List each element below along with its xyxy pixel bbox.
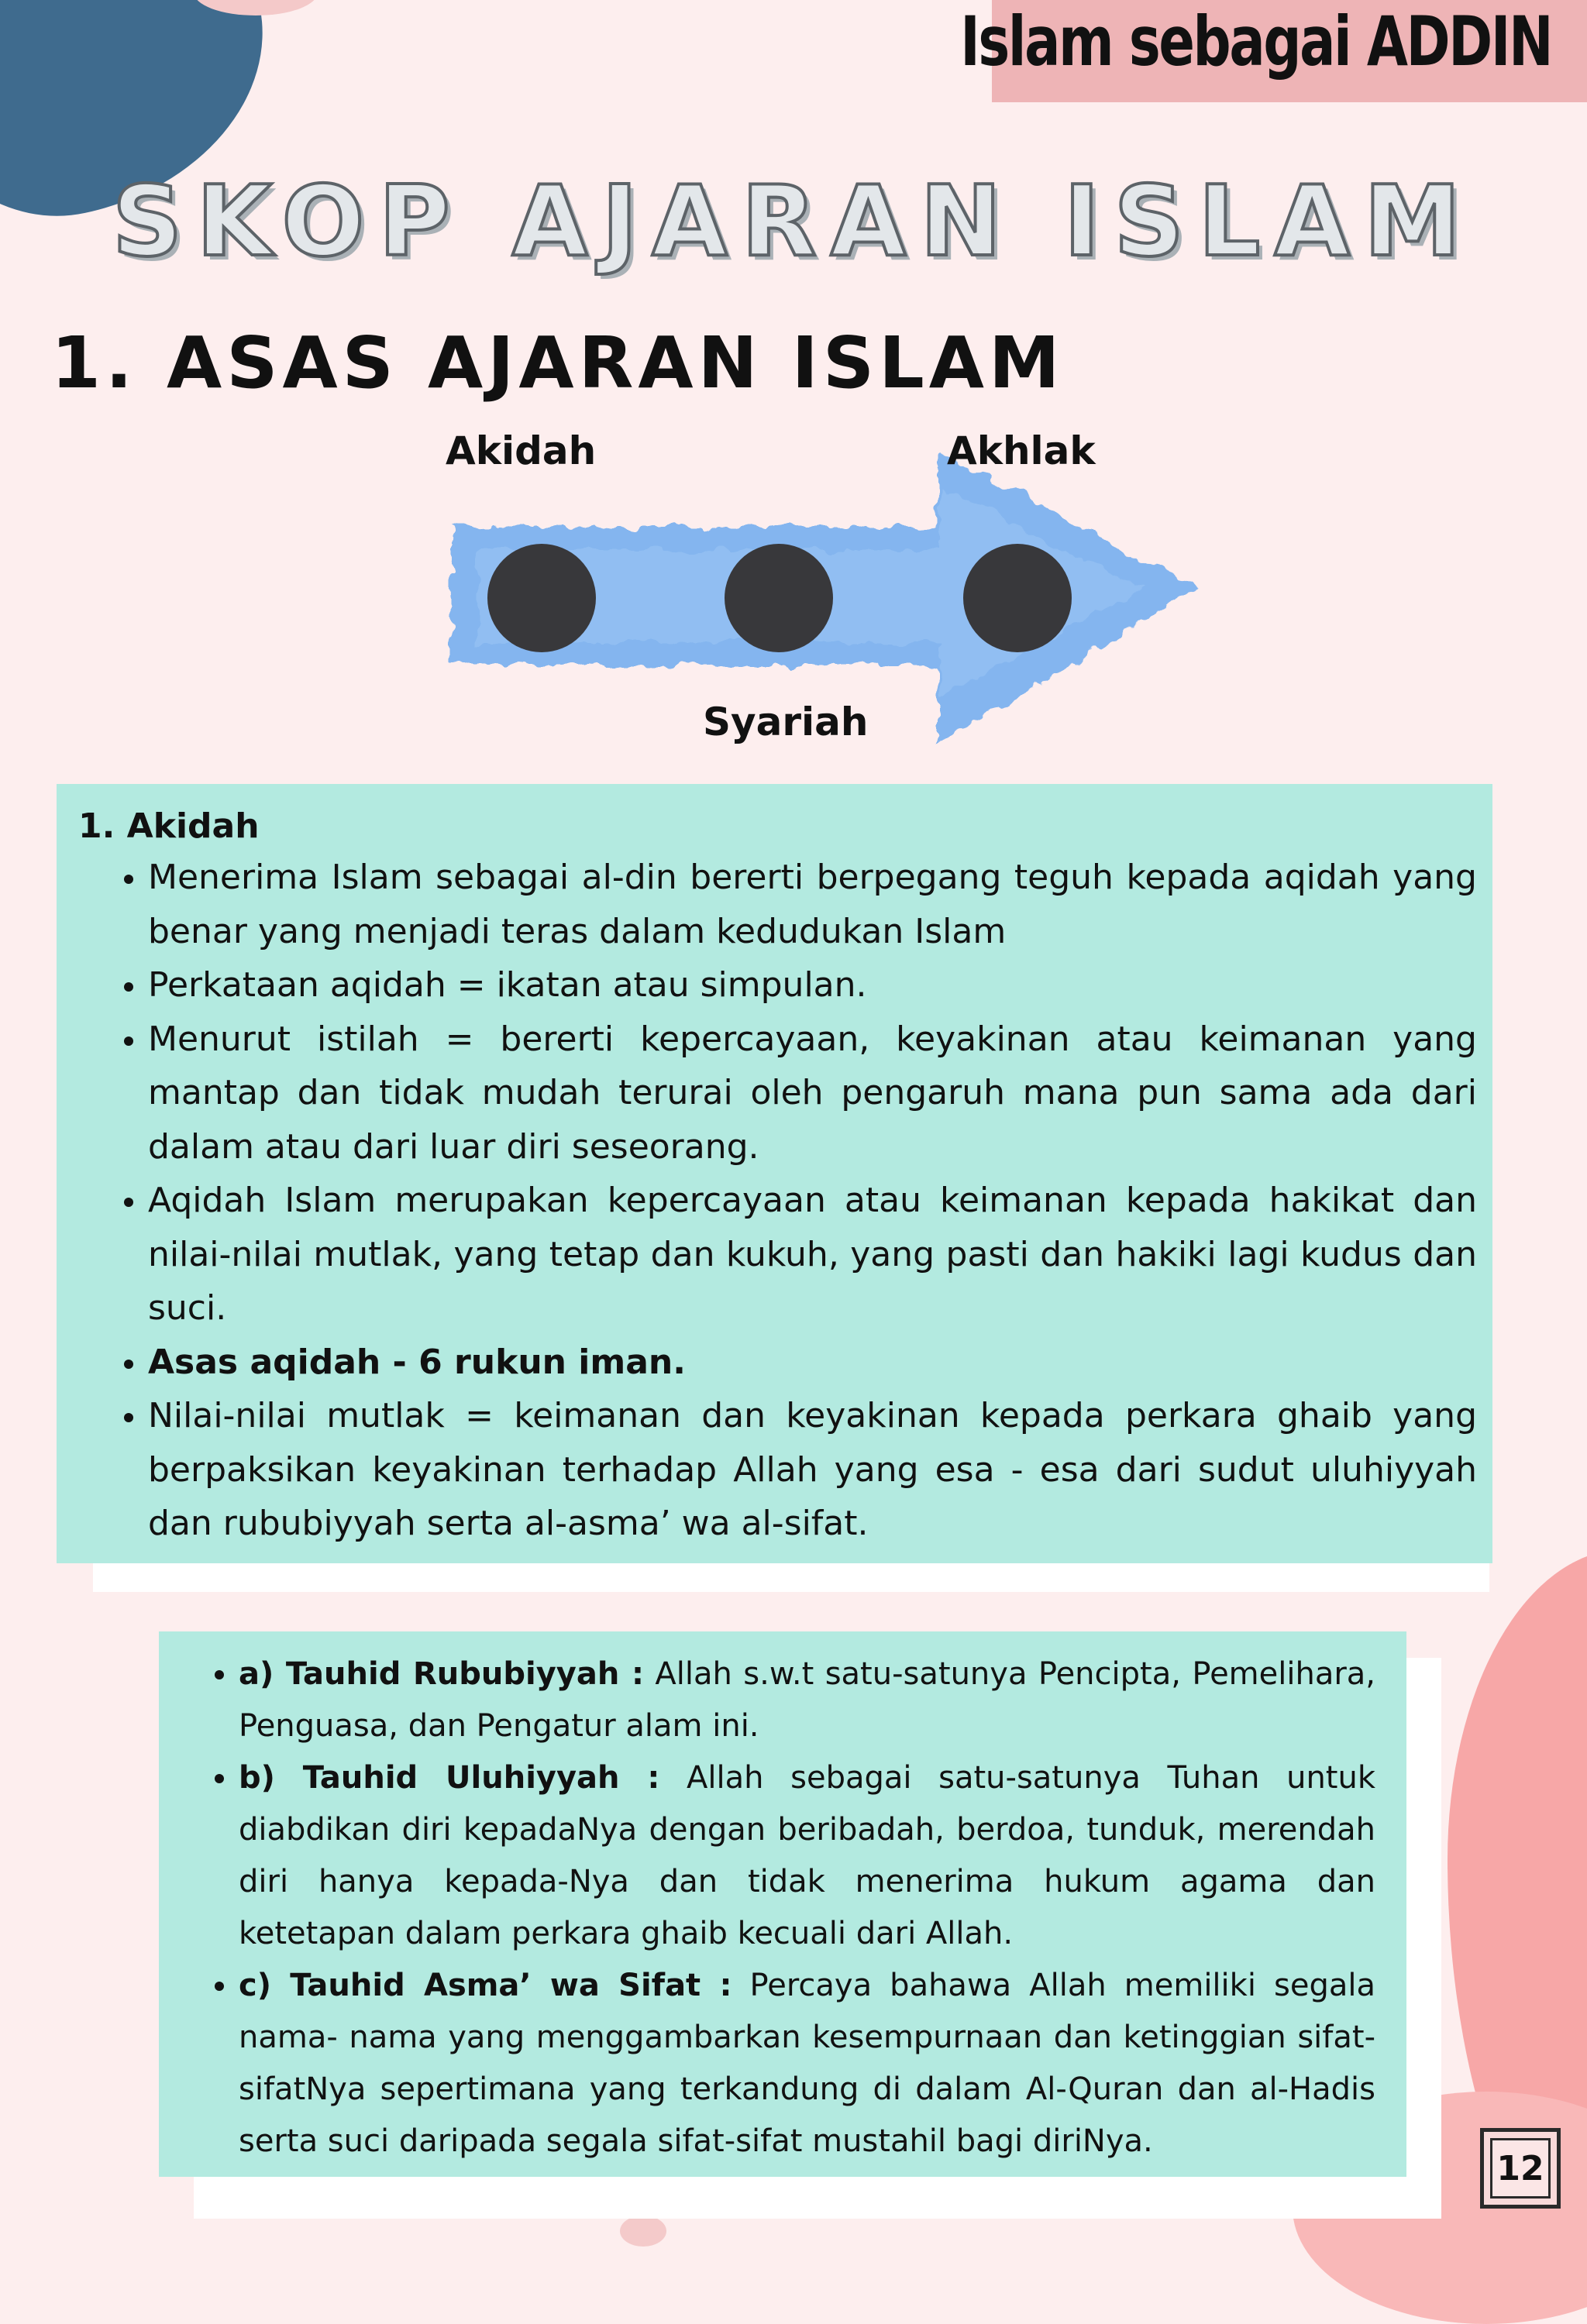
tauhid-description: Percaya bahawa Allah memiliki segala nama- nama yang menggambarkan kesempurnaan dan ketinggian sifat-sifatNya sepertimana yang terkandung di dalam Al-Quran dan al-Hadis serta suci daripada segala sifat-sifat mustahil bagi diriNya.	[239, 1968, 1375, 2159]
tauhid-description: Allah s.w.t satu-satunya Pencipta, Pemelihara, Penguasa, dan Pengatur alam ini.	[239, 1656, 1376, 1744]
tauhid-card	[159, 1631, 1406, 2177]
page-number: 12	[1490, 2138, 1551, 2199]
page-number-frame	[1480, 2128, 1561, 2209]
main-title: SKOP AJARAN ISLAM	[112, 164, 1475, 278]
tauhid-term: b) Tauhid Uluhiyyah :	[239, 1760, 660, 1796]
list-item: • Perkataan aqidah = ikatan atau simpulan.	[148, 958, 1477, 1012]
tauhid-term: c) Tauhid Asma’ wa Sifat :	[239, 1968, 732, 2003]
list-item	[239, 1960, 1375, 2168]
tauhid-bullet-list	[174, 1648, 1375, 2168]
tauhid-term: a) Tauhid Rububiyyah :	[239, 1656, 644, 1692]
akidah-bullet-list	[78, 851, 1477, 1551]
decorative-blob-bottom	[620, 2216, 666, 2247]
section-heading: 1. ASAS AJARAN ISLAM	[51, 321, 1065, 404]
list-item: • Menurut istilah = bererti kepercayaan, keyakinan atau keimanan yang mantap dan tidak mudah terurai oleh pengaruh mana pun sama ada dari dalam atau dari luar diri seseorang.	[148, 1012, 1477, 1174]
akhlak-label: Akhlak	[947, 428, 1096, 473]
list-item	[239, 1648, 1375, 1752]
list-item: • Menerima Islam sebagai al-din bererti berpegang teguh kepada aqidah yang benar yang menjadi teras dalam kedudukan Islam	[148, 851, 1477, 958]
list-item: • Aqidah Islam merupakan kepercayaan atau keimanan kepada hakikat dan nilai-nilai mutlak, yang tetap dan kukuh, yang pasti dan hakiki lagi kudus dan suci.	[148, 1174, 1477, 1336]
akhlak-dot	[963, 544, 1072, 652]
akidah-dot	[487, 544, 596, 652]
akidah-card	[57, 784, 1492, 1563]
list-item: • Asas aqidah - 6 rukun iman.	[148, 1336, 1477, 1390]
header-title: Islam sebagai ADDIN	[960, 2, 1551, 81]
syariah-label: Syariah	[703, 700, 869, 744]
akidah-card-title: 1. Akidah	[78, 806, 260, 846]
akidah-label: Akidah	[446, 428, 597, 473]
syariah-dot	[725, 544, 833, 652]
list-item: • Nilai-nilai mutlak = keimanan dan keyakinan kepada perkara ghaib yang berpaksikan keyakinan terhadap Allah yang esa - esa dari sudut uluhiyyah dan rububiyyah serta al-asma’ wa al-sifat.	[148, 1389, 1477, 1551]
tauhid-description: Allah sebagai satu-satunya Tuhan untuk diabdikan diri kepadaNya dengan beribadah, berdoa, tunduk, merendah diri hanya kepada-Nya dan tidak menerima hukum agama dan ketetapan dalam perkara ghaib kecuali dari Allah.	[239, 1760, 1375, 1951]
list-item	[239, 1752, 1375, 1960]
